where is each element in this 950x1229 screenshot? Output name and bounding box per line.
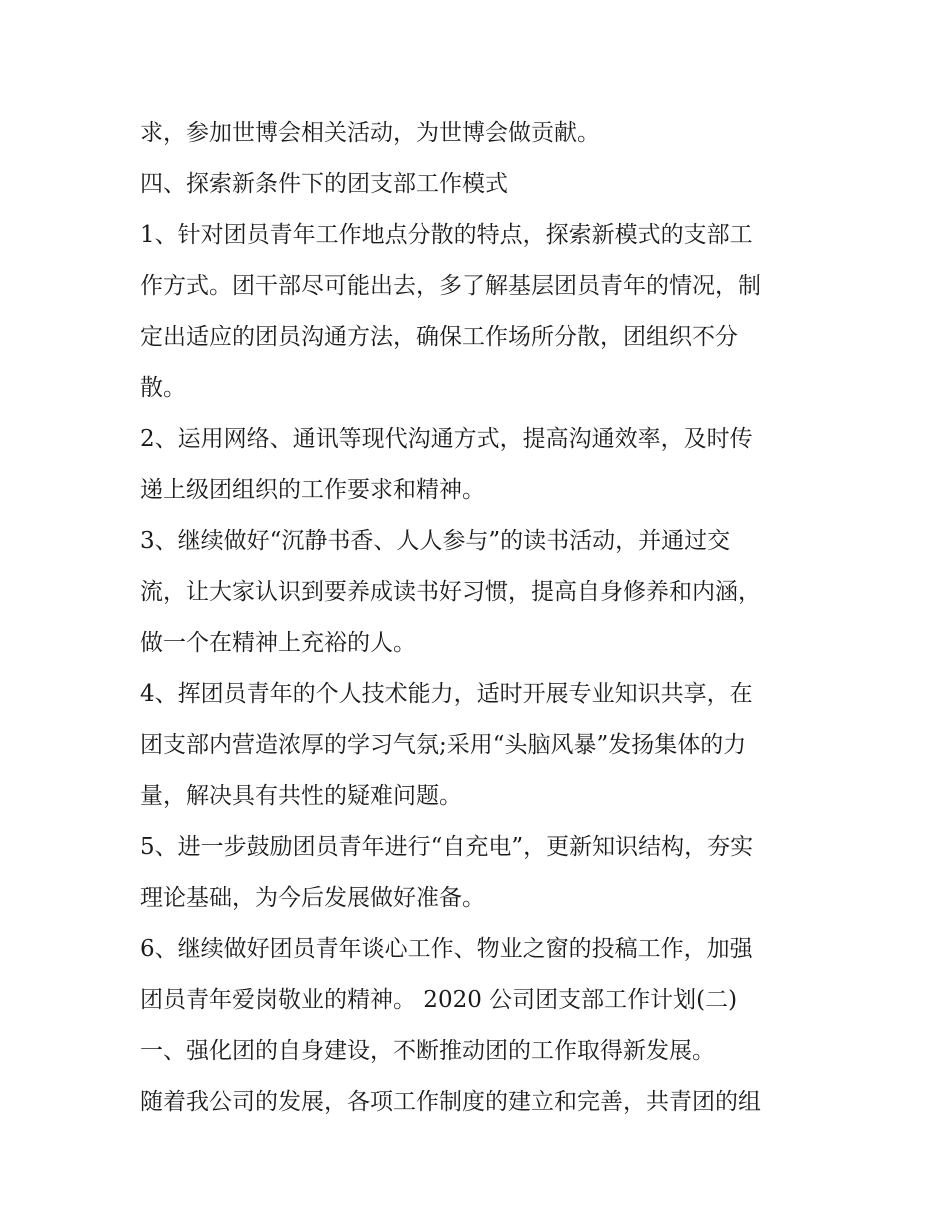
section-heading: 一、强化团的自身建设，不断推动团的工作取得新发展。 bbox=[140, 1038, 715, 1064]
text-line: 做一个在精神上充裕的人。 bbox=[140, 630, 416, 656]
text-line: 量，解决具有共性的疑难问题。 bbox=[140, 783, 462, 809]
text-line: 6、继续做好团员青年谈心工作、物业之窗的投稿工作，加强 bbox=[140, 936, 753, 962]
text-line: 1、针对团员青年工作地点分散的特点，探索新模式的支部工 bbox=[140, 222, 753, 248]
document-body bbox=[140, 108, 830, 1128]
text-line: 理论基础，为今后发展做好准备。 bbox=[140, 885, 485, 911]
text-line: 4、挥团员青年的个人技术能力，适时开展专业知识共享，在 bbox=[140, 681, 753, 707]
text-line: 流，让大家认识到要养成读书好习惯，提高自身修养和内涵， bbox=[140, 579, 761, 605]
text-line: 2、运用网络、通讯等现代沟通方式，提高沟通效率，及时传 bbox=[140, 426, 753, 452]
text-line: 随着我公司的发展，各项工作制度的建立和完善，共青团的组 bbox=[140, 1089, 761, 1115]
text-line: 求，参加世博会相关活动，为世博会做贡献。 bbox=[140, 120, 600, 146]
text-line: 3、继续做好“沉静书香、人人参与”的读书活动，并通过交 bbox=[140, 528, 731, 554]
section-heading: 四、探索新条件下的团支部工作模式 bbox=[140, 171, 508, 197]
text-line: 作方式。团干部尽可能出去，多了解基层团员青年的情况，制 bbox=[140, 273, 761, 299]
text-line: 5、进一步鼓励团员青年进行“自充电”，更新知识结构，夯实 bbox=[140, 834, 754, 860]
text-line: 散。 bbox=[140, 375, 186, 401]
text-line: 团支部内营造浓厚的学习气氛;采用“头脑风暴”发扬集体的力 bbox=[140, 732, 747, 758]
text-line: 递上级团组织的工作要求和精神。 bbox=[140, 477, 485, 503]
text-line: 团员青年爱岗敬业的精神。 2020 公司团支部工作计划(二) bbox=[140, 987, 738, 1013]
text-line: 定出适应的团员沟通方法，确保工作场所分散，团组织不分 bbox=[140, 324, 738, 350]
